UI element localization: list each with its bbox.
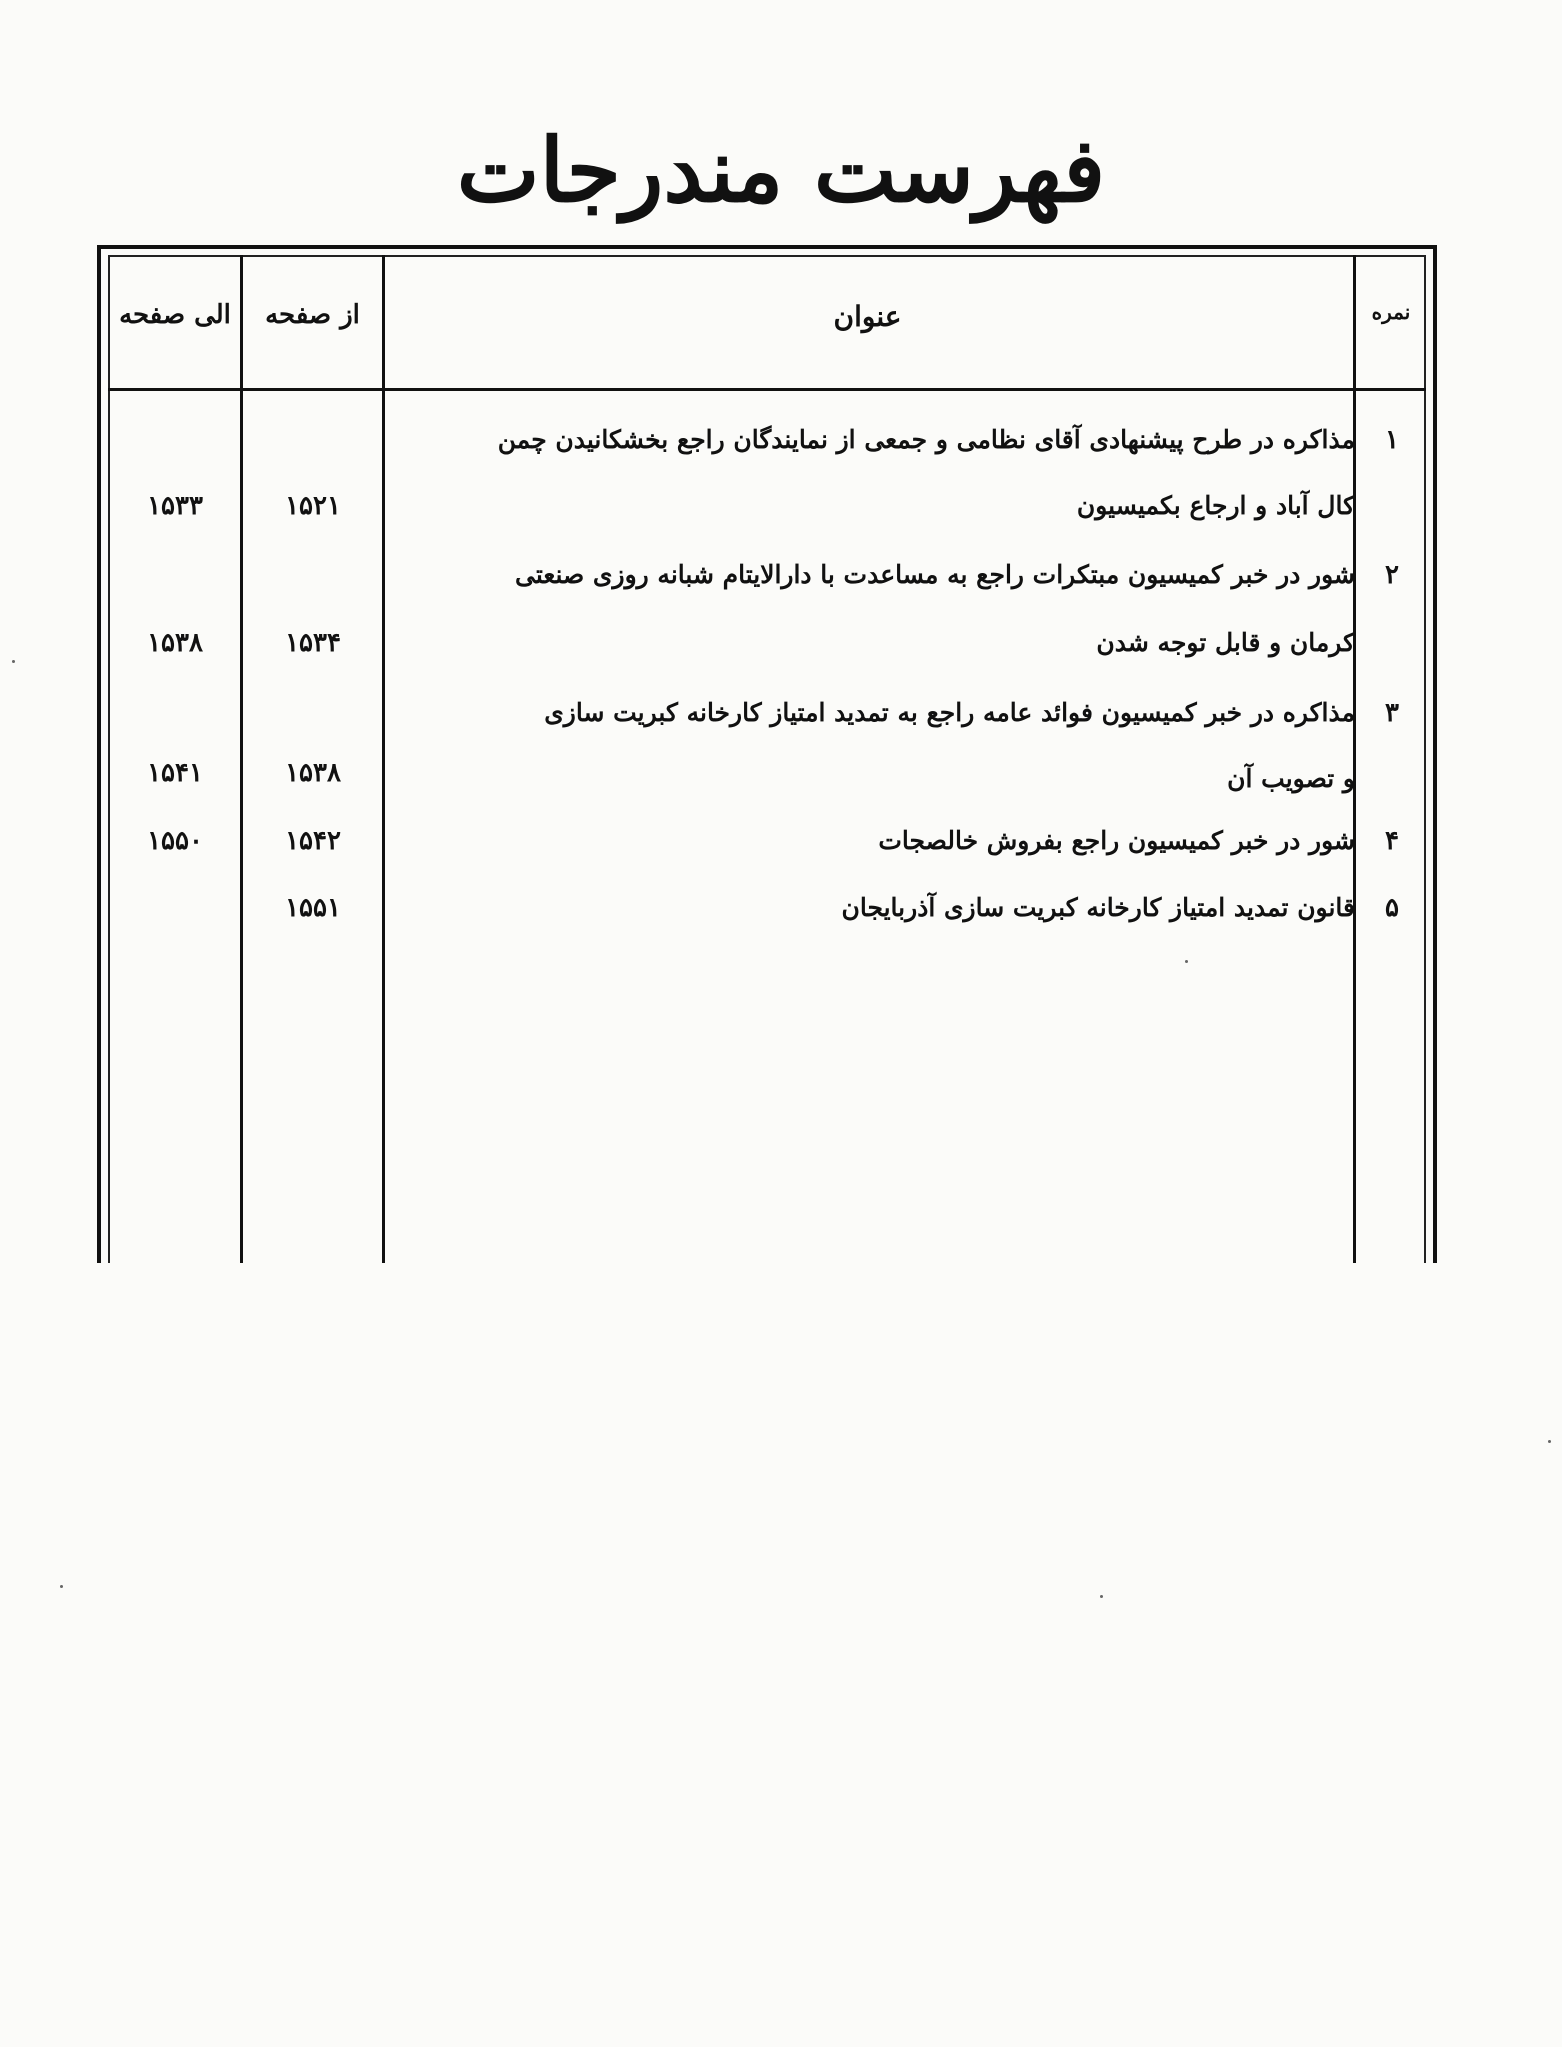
row-3-number: ۳ xyxy=(1385,698,1399,728)
page-title: فهرست مندرجات xyxy=(456,118,1106,222)
row-1-from-page: ۱۵۲۱ xyxy=(285,491,341,521)
row-2-title-line-2: کرمان و قابل توجه شدن xyxy=(1096,628,1355,657)
row-5-number: ۵ xyxy=(1385,893,1399,923)
row-2-number: ۲ xyxy=(1385,560,1399,590)
scan-speck xyxy=(60,1585,63,1588)
row-3-to-page: ۱۵۴۱ xyxy=(147,758,203,788)
header-to-page: الی صفحه xyxy=(119,300,231,330)
header-from-page: از صفحه xyxy=(265,300,360,330)
header-subject: عنوان xyxy=(833,300,902,333)
row-5-title-line-1: قانون تمدید امتیاز کارخانه کبریت سازی آذربایجان xyxy=(841,893,1355,922)
row-2-to-page: ۱۵۳۸ xyxy=(147,628,203,658)
row-3-title-line-1: مذاکره در خبر کمیسیون فوائد عامه راجع به تمدید امتیاز کارخانه کبریت سازی xyxy=(544,698,1355,727)
row-4-number: ۴ xyxy=(1385,826,1399,856)
row-4-from-page: ۱۵۴۲ xyxy=(285,826,341,856)
column-divider-subject-number xyxy=(1353,255,1356,1263)
row-1-title-line-1: مذاکره در طرح پیشنهادی آقای نظامی و جمعی از نمایندگان راجع بخشکانیدن چمن xyxy=(497,425,1355,454)
row-5-from-page: ۱۵۵۱ xyxy=(285,893,341,923)
scan-speck xyxy=(12,660,15,663)
row-3-from-page: ۱۵۳۸ xyxy=(285,758,341,788)
row-3-title-line-2: و تصویب آن xyxy=(1227,764,1355,793)
scan-speck xyxy=(1185,960,1188,963)
scan-speck xyxy=(1100,1595,1103,1598)
row-2-from-page: ۱۵۳۴ xyxy=(285,628,341,658)
row-2-title-line-1: شور در خبر کمیسیون مبتکرات راجع به مساعدت با دارالایتام شبانه روزی صنعتی xyxy=(515,560,1355,589)
row-1-to-page: ۱۵۳۳ xyxy=(147,491,203,521)
row-1-number: ۱ xyxy=(1385,425,1399,455)
header-number: نمره xyxy=(1371,300,1411,324)
scan-speck xyxy=(1548,1440,1551,1443)
row-1-title-line-2: کال آباد و ارجاع بکمیسیون xyxy=(1076,491,1355,520)
row-4-title-line-1: شور در خبر کمیسیون راجع بفروش خالصجات xyxy=(878,826,1355,855)
row-4-to-page: ۱۵۵۰ xyxy=(147,826,203,856)
header-divider xyxy=(108,388,1426,391)
